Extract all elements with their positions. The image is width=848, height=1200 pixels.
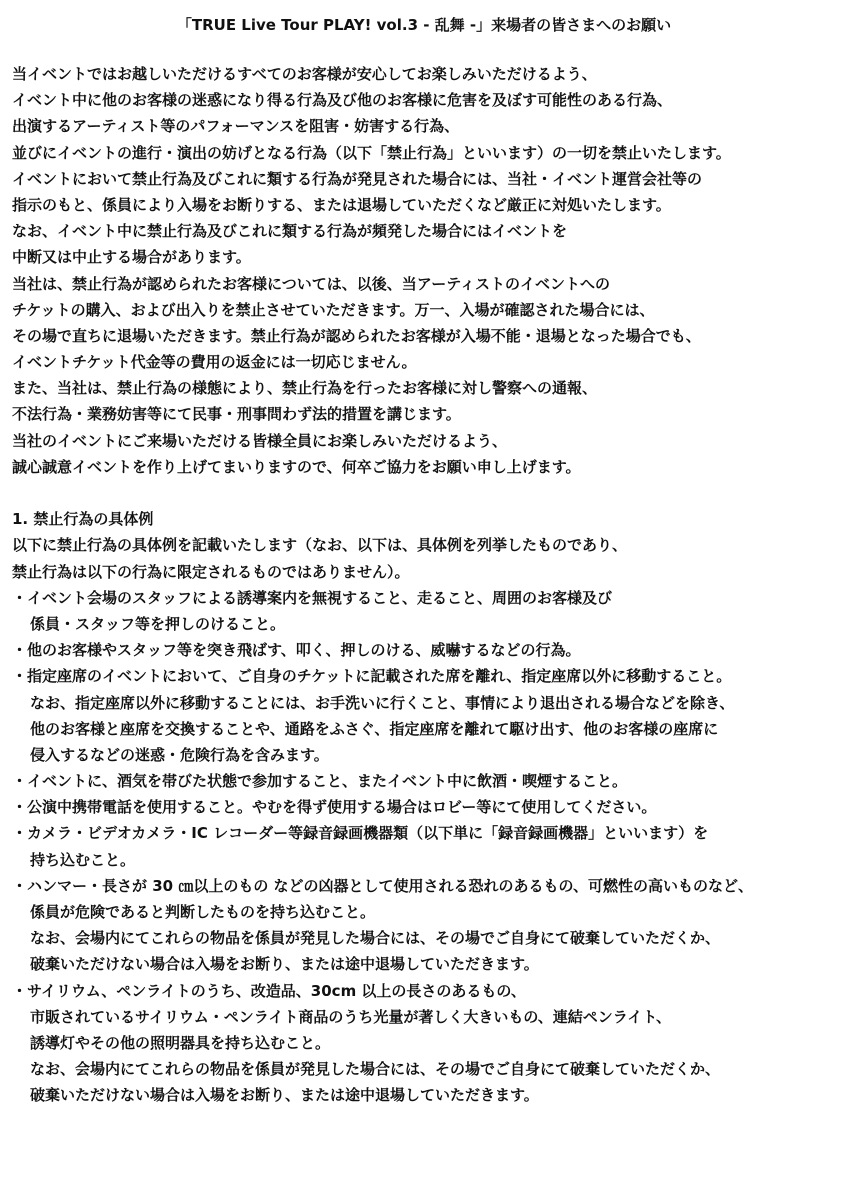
intro-line: チケットの購入、および出入りを禁止させていただきます。万一、入場が確認された場合には、 [12, 300, 655, 319]
list-item-line: なお、指定座席以外に移動することには、お手洗いに行くこと、事情により退出される場合などを除き、 [30, 693, 735, 712]
intro-line: 中断又は中止する場合があります。 [12, 248, 251, 267]
list-item-line: 係員・スタッフ等を押しのけること。 [30, 614, 286, 633]
intro-line: 誠心誠意イベントを作り上げてまいりますので、何卒ご協力をお願い申し上げます。 [12, 457, 581, 476]
intro-line: イベント中に他のお客様の迷惑になり得る行為及び他のお客様に危害を及ぼす可能性のある行為、 [12, 91, 673, 110]
intro-line: 指示のもと、係員により入場をお断りする、または退場していただくなど厳正に対処いたします。 [12, 195, 671, 214]
list-item-line: 破棄いただけない場合は入場をお断り、または途中退場していただきます。 [30, 955, 539, 974]
list-item [12, 637, 838, 663]
intro-paragraph [12, 61, 838, 480]
list-item-line: 誘導灯やその他の照明器具を持ち込むこと。 [30, 1033, 331, 1052]
intro-line: イベントにおいて禁止行為及びこれに類する行為が発見された場合には、当社・イベント運営会社等の [12, 169, 703, 188]
document-body [12, 61, 838, 1109]
intro-line: 出演するアーティスト等のパフォーマンスを阻害・妨害する行為、 [12, 117, 460, 136]
list-item [12, 978, 838, 1109]
list-item [12, 873, 838, 978]
list-item-line: ・サイリウム、ペンライトのうち、改造品、30cm 以上の長さのあるもの、 [12, 981, 526, 1000]
intro-line: イベントチケット代金等の費用の返金には一切応じません。 [12, 353, 417, 372]
list-item-line: 市販されているサイリウム・ペンライト商品のうち光量が著しく大きいもの、連結ペンライト、 [30, 1007, 671, 1026]
intro-line: 当イベントではお越しいただけるすべてのお客様が安心してお楽しみいただけるよう、 [12, 65, 597, 83]
list-item-line: ・ハンマー・長さが 30 ㎝以上のもの などの凶器として使用される恐れのあるもの、可燃性の高いものなど、 [12, 876, 753, 895]
intro-line: また、当社は、禁止行為の様態により、禁止行為を行ったお客様に対し警察への通報、 [12, 379, 598, 398]
list-item [12, 585, 838, 637]
list-item [12, 768, 838, 794]
list-item-line: ・指定座席のイベントにおいて、ご自身のチケットに記載された席を離れ、指定座席以外に移動すること。 [12, 667, 732, 686]
list-item-line: 持ち込むこと。 [30, 850, 136, 869]
intro-line: なお、イベント中に禁止行為及びこれに類する行為が頻発した場合にはイベントを [12, 222, 568, 241]
list-item [12, 663, 838, 768]
intro-line: 不法行為・業務妨害等にて民事・刑事問わず法的措置を講じます。 [12, 405, 461, 424]
list-item-line: なお、会場内にてこれらの物品を係員が発見した場合には、その場でご自身にて破棄していただくか、 [30, 929, 721, 948]
list-item-line: ・イベントに、酒気を帯びた状態で参加すること、またイベント中に飲酒・喫煙すること。 [12, 772, 628, 791]
list-item-line: 破棄いただけない場合は入場をお断り、または途中退場していただきます。 [30, 1086, 539, 1105]
intro-line: その場で直ちに退場いただきます。禁止行為が認められたお客様が入場不能・退場となった場合でも、 [12, 326, 701, 345]
page-title: 「TRUE Live Tour PLAY! vol.3 - 乱舞 -」来場者の皆さまへのお願い [176, 16, 672, 34]
section-lead-line: 禁止行為は以下の行為に限定されるものではありません）。 [12, 562, 410, 581]
intro-line: 並びにイベントの進行・演出の妨げとなる行為（以下「禁止行為」といいます）の一切を禁止いたします。 [12, 143, 731, 162]
paragraph-spacer [12, 480, 838, 506]
intro-line: 当社は、禁止行為が認められたお客様については、以後、当アーティストのイベントへの [12, 274, 611, 293]
list-item-line: 侵入するなどの迷惑・危険行為を含みます。 [30, 745, 329, 764]
list-item [12, 820, 838, 872]
list-item-line: ・公演中携帯電話を使用すること。やむを得ず使用する場合はロビー等にて使用してください。 [12, 798, 657, 817]
list-item-line: 他のお客様と座席を交換することや、通路をふさぐ、指定座席を離れて駆け出す、他のお客様の座席に [30, 719, 719, 738]
list-item-line: ・他のお客様やスタッフ等を突き飛ばす、叩く、押しのける、威嚇するなどの行為。 [12, 641, 581, 660]
list-item-line: ・イベント会場のスタッフによる誘導案内を無視すること、走ること、周囲のお客様及び [12, 588, 613, 607]
list-item-line: 係員が危険であると判断したものを持ち込むこと。 [30, 903, 376, 921]
section-lead-line: 以下に禁止行為の具体例を記載いたします（なお、以下は、具体例を列挙したものであり、 [12, 536, 628, 555]
section-heading: 1. 禁止行為の具体例 [12, 510, 154, 529]
intro-line: 当社のイベントにご来場いただける皆様全員にお楽しみいただけるよう、 [12, 431, 508, 450]
list-item-line: ・カメラ・ビデオカメラ・IC レコーダー等録音録画機器類（以下単に「録音録画機器」といいます）を [12, 824, 709, 843]
list-item [12, 794, 838, 820]
section-prohibited-examples [12, 506, 838, 1108]
list-item-line: なお、会場内にてこれらの物品を係員が発見した場合には、その場でご自身にて破棄していただくか、 [30, 1060, 721, 1079]
